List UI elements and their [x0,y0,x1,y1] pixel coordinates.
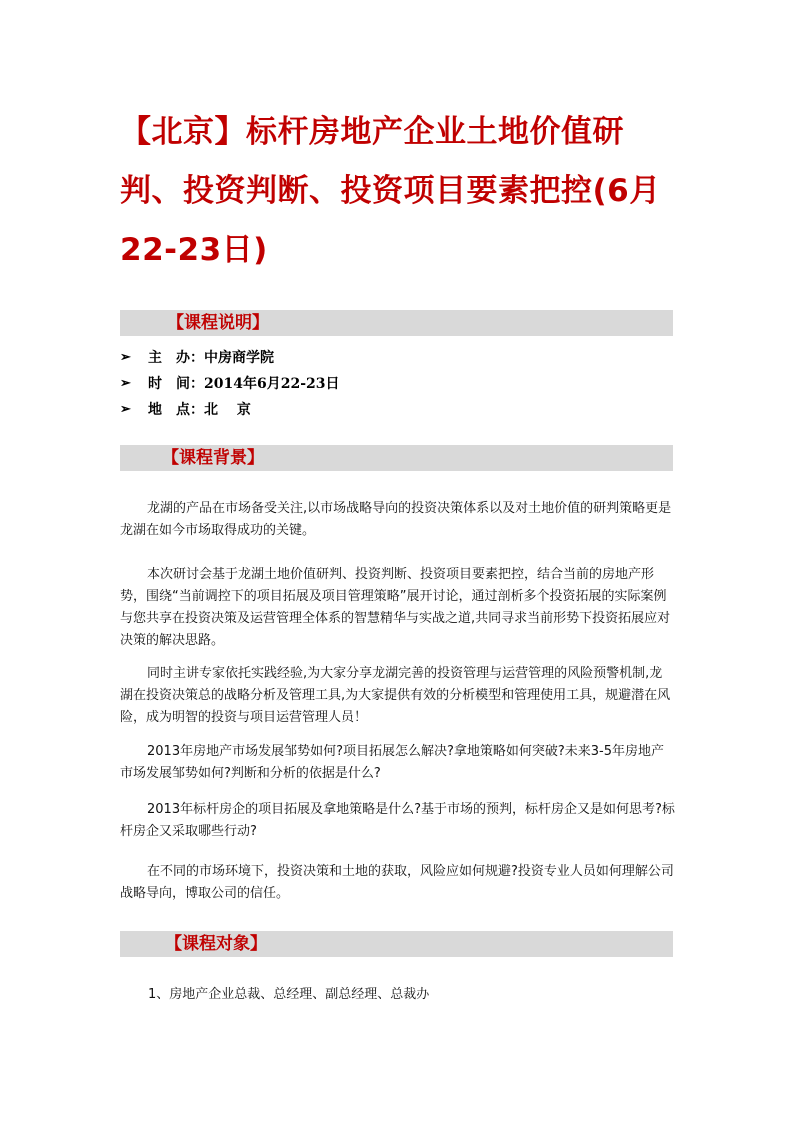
section-header-course-background [120,445,673,471]
arrow-bullet-icon: ➢ [120,350,131,365]
arrow-bullet-icon: ➢ [120,402,131,417]
document-title: 【北京】标杆房地产企业土地价值研判、投资判断、投资项目要素把控(6月22-23日) [120,114,661,268]
section-header-course-description [120,310,673,336]
arrow-bullet-icon: ➢ [120,376,131,391]
background-paragraph: 同时主讲专家依托实践经验,为大家分享龙湖完善的投资管理与运营管理的风险预警机制,龙湖在投资决策总的战略分析及管理工具,为大家提供有效的分析模型和管理使用工具，规避潜在风险，成为明智的投资与项目运营管理人员！ [120,666,671,725]
background-paragraph: 本次研讨会基于龙湖土地价值研判、投资判断、投资项目要素把控，结合当前的房地产形势，围绕“当前调控下的项目拓展及项目管理策略”展开讨论，通过剖析多个投资拓展的实际案例与您共享在投资决策及运营管理全体系的智慧精华与实战之道,共同寻求当前形势下投资拓展应对决策的解决思路。 [120,567,671,648]
info-time-text: 时 间：2014年6月22-23日 [148,376,340,392]
background-paragraph: 在不同的市场环境下，投资决策和土地的获取，风险应如何规避?投资专业人员如何理解公司战略导向，博取公司的信任。 [120,864,674,901]
background-paragraph: 2013年标杆房企的项目拓展及拿地策略是什么?基于市场的预判，标杆房企又是如何思考?标杆房企又采取哪些行动? [120,802,675,839]
section-title-course-background: 【课程背景】 [162,448,264,468]
background-paragraph: 2013年房地产市场发展邹势如何?项目拓展怎么解决?拿地策略如何突破?未来3-5年房地产市场发展邹势如何?判断和分析的依据是什么? [120,744,665,781]
section-header-course-audience [120,931,673,957]
background-paragraph: 龙湖的产品在市场备受关注,以市场战略导向的投资决策体系以及对土地价值的研判策略更是龙湖在如今市场取得成功的关键。 [120,501,672,538]
section-title-course-description: 【课程说明】 [167,313,269,333]
info-organizer-text: 主 办：中房商学院 [148,350,274,366]
info-location-text: 地 点：北 京 [148,402,251,418]
section-title-course-audience: 【课程对象】 [165,934,267,954]
audience-item: 1、房地产企业总裁、总经理、副总经理、总裁办 [148,987,430,1002]
